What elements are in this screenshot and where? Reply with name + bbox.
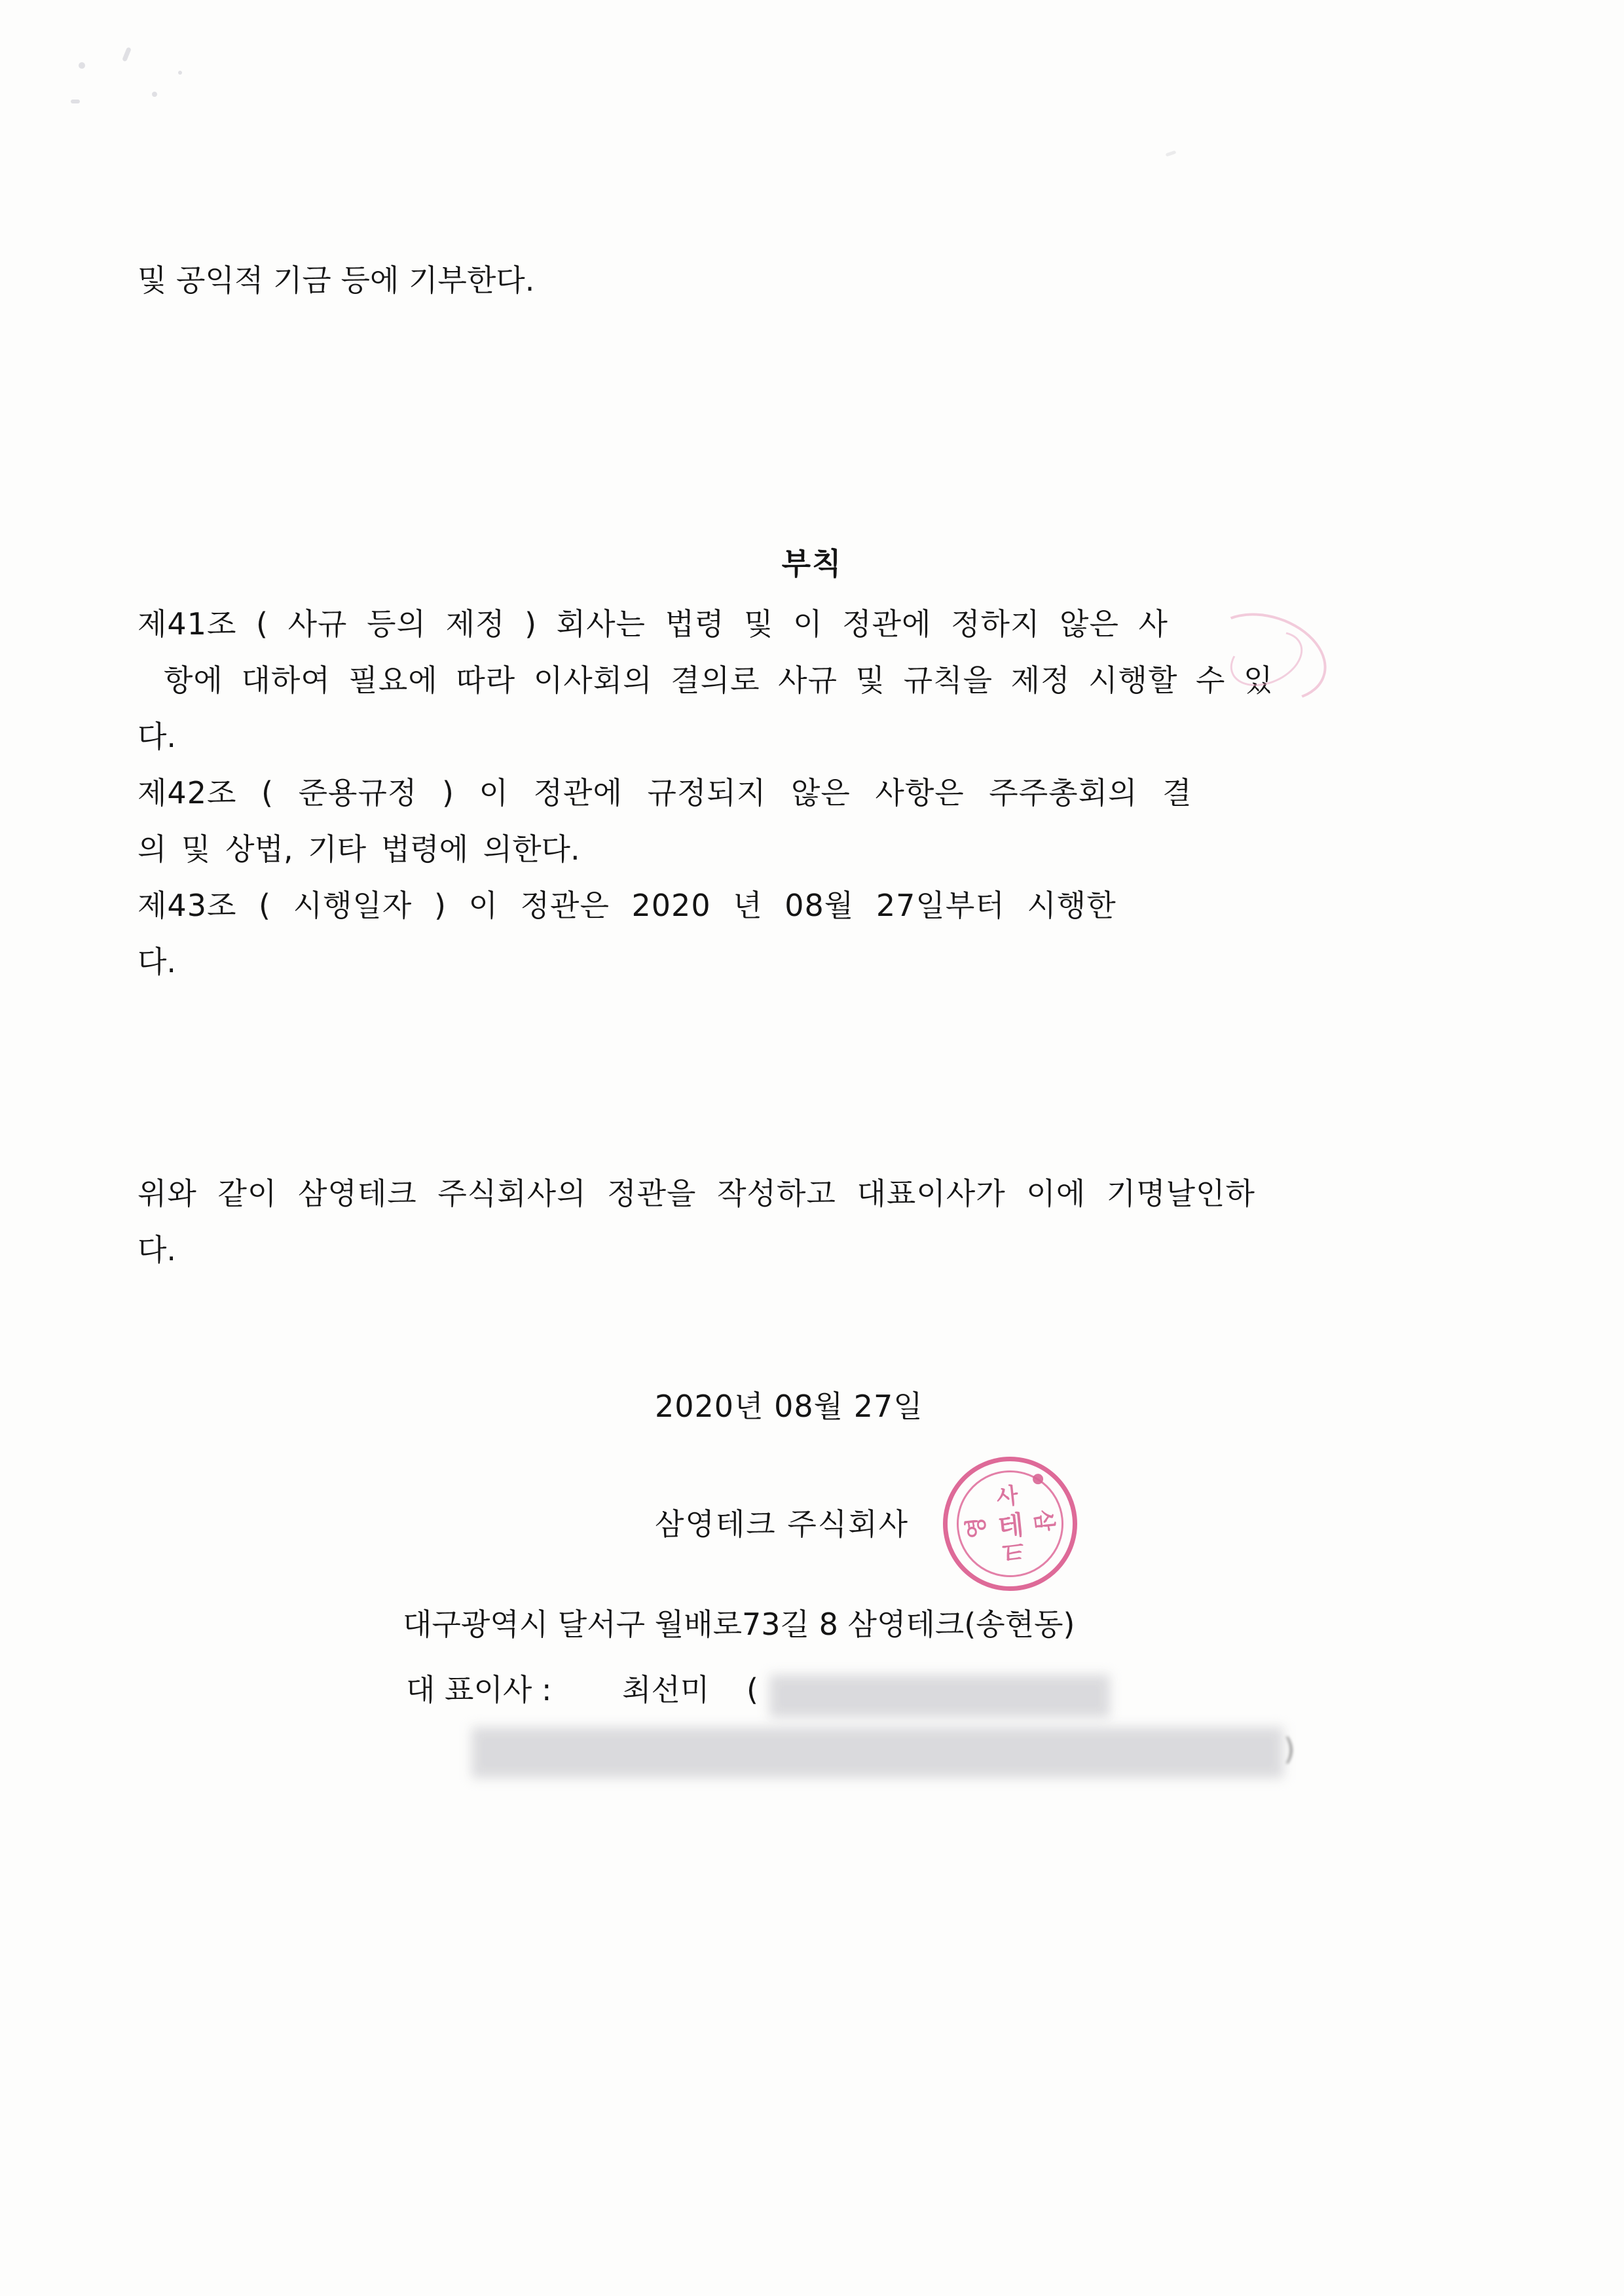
representative-name: 최선미 xyxy=(622,1672,710,1707)
scan-speck xyxy=(71,100,80,103)
signature-company-name: 삼영테크 주식회사 xyxy=(655,1506,910,1542)
scan-speck xyxy=(1166,151,1177,157)
seal-text-right: 삼 xyxy=(1029,1508,1058,1533)
redaction-block-address xyxy=(471,1727,1283,1778)
seal-text-left: 영 xyxy=(962,1515,991,1540)
scan-speck xyxy=(122,46,132,62)
signature-date: 2020년 08월 27일 xyxy=(655,1389,923,1424)
article-42-line-1: 제42조 ( 준용규정 ) 이 정관에 규정되지 않은 사항은 주주총회의 결 xyxy=(138,775,1192,811)
article-42-line-2: 의 및 상법, 기타 법령에 의한다. xyxy=(138,831,580,867)
seal-text-bottom: 크 xyxy=(1001,1537,1025,1565)
closing-line-2: 다. xyxy=(138,1232,177,1267)
addendum-heading: 부칙 xyxy=(781,546,843,581)
article-41-line-3: 다. xyxy=(138,719,177,754)
scan-speck xyxy=(79,62,85,69)
representative-label: 대 표이사 : xyxy=(406,1672,552,1707)
continued-text-fragment: 및 공익적 기금 등에 기부한다. xyxy=(138,263,535,298)
representative-paren-close: ) xyxy=(1283,1732,1295,1767)
article-43-line-2: 다. xyxy=(138,944,177,979)
closing-line-1: 위와 같이 삼영테크 주식회사의 정관을 작성하고 대표이사가 이에 기명날인하 xyxy=(138,1176,1255,1211)
scan-speck xyxy=(178,71,182,75)
article-41-line-1: 제41조 ( 사규 등의 제정 ) 회사는 법령 및 이 정관에 정하지 않은 사 xyxy=(138,606,1168,642)
representative-paren-open: ( xyxy=(747,1672,758,1707)
seal-text xyxy=(942,1455,1079,1593)
article-41-line-2: 항에 대하여 필요에 따라 이사회의 결의로 사규 및 규칙을 제정 시행할 수 있 xyxy=(164,663,1274,698)
redaction-block-rrn xyxy=(769,1675,1110,1718)
seal-text-center: 테 xyxy=(997,1509,1024,1542)
scan-speck xyxy=(152,92,157,97)
company-seal-stamp xyxy=(936,1450,1084,1597)
article-43-line-1: 제43조 ( 시행일자 ) 이 정관은 2020 년 08월 27일부터 시행한 xyxy=(138,888,1116,923)
seal-text-top: 사 xyxy=(995,1482,1020,1511)
signature-address: 대구광역시 달서구 월배로73길 8 삼영테크(송현동) xyxy=(403,1607,1075,1642)
